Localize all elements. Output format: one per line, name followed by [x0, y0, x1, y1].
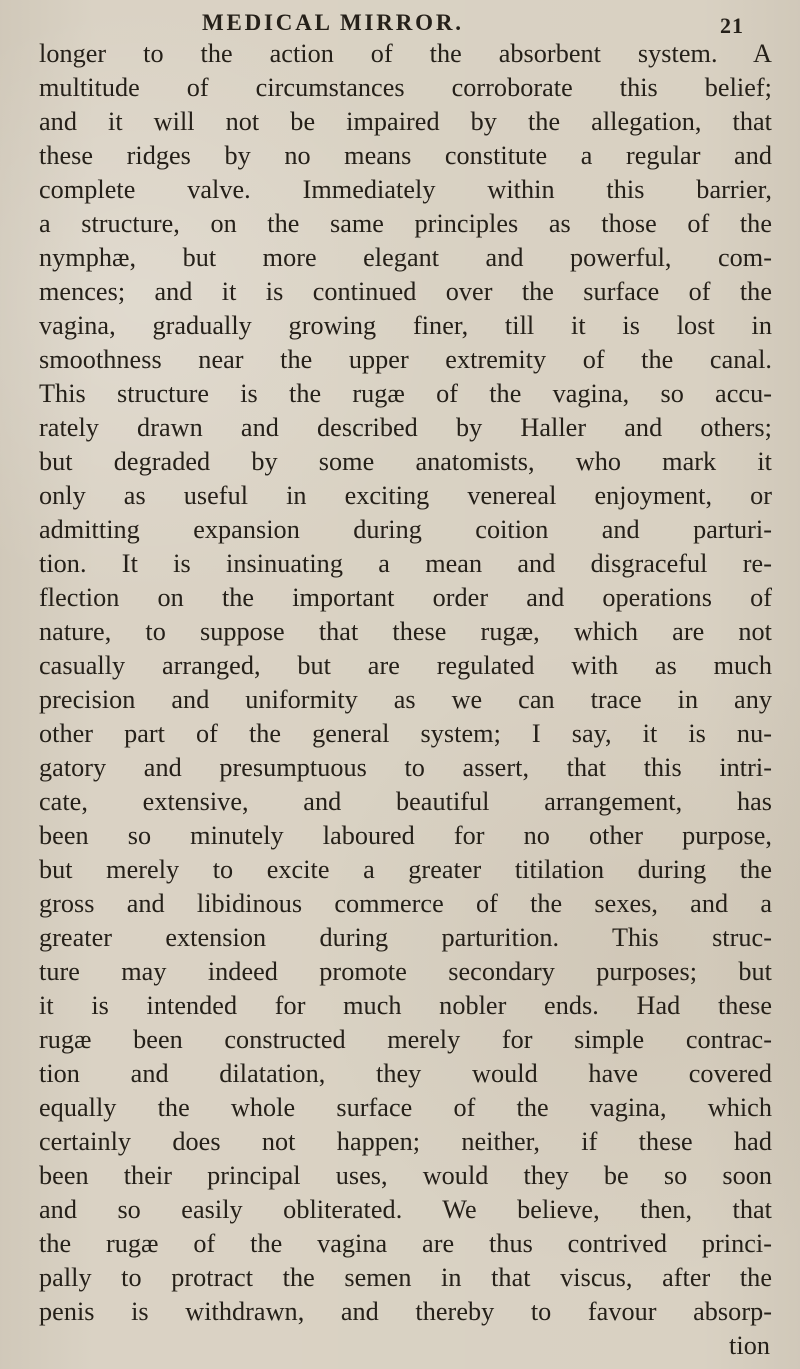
text-line: precision and uniformity as we can trace in any — [39, 685, 772, 714]
text-line: penis is withdrawn, and thereby to favour absorp- — [39, 1297, 772, 1326]
text-line: but degraded by some anatomists, who mark it — [39, 447, 772, 476]
text-line: and so easily obliterated. We believe, then, that — [39, 1195, 772, 1224]
text-line: tion. It is insinuating a mean and disgraceful re- — [39, 549, 772, 578]
text-line: smoothness near the upper extremity of the canal. — [39, 345, 772, 374]
text-line: been their principal uses, would they be so soon — [39, 1161, 772, 1190]
text-line: nature, to suppose that these rugæ, which are not — [39, 617, 772, 646]
text-line: the rugæ of the vagina are thus contrived princi- — [39, 1229, 772, 1258]
page-number: 21 — [720, 13, 744, 38]
text-line: ture may indeed promote secondary purposes; but — [39, 957, 772, 986]
text-line: pally to protract the semen in that viscus, after the — [39, 1263, 772, 1292]
text-line: a structure, on the same principles as those of the — [39, 209, 772, 238]
text-line: gross and libidinous commerce of the sexes, and a — [39, 889, 772, 918]
text-line: been so minutely laboured for no other purpose, — [39, 821, 772, 850]
text-line: gatory and presumptuous to assert, that this intri- — [39, 753, 772, 782]
text-line: rugæ been constructed merely for simple contrac- — [39, 1025, 772, 1054]
body-text — [0, 36, 800, 1360]
text-line: This structure is the rugæ of the vagina, so accu- — [39, 379, 772, 408]
text-line: other part of the general system; I say, it is nu- — [39, 719, 772, 748]
text-line: mences; and it is continued over the surface of the — [39, 277, 772, 306]
text-line: only as useful in exciting venereal enjoyment, or — [39, 481, 772, 510]
catchword: tion — [729, 1331, 770, 1360]
text-line: longer to the action of the absorbent system. A — [39, 39, 772, 68]
text-line: certainly does not happen; neither, if these had — [39, 1127, 772, 1156]
text-line: but merely to excite a greater titilation during the — [39, 855, 772, 884]
text-line: nymphæ, but more elegant and powerful, com- — [39, 243, 772, 272]
text-line: cate, extensive, and beautiful arrangement, has — [39, 787, 772, 816]
running-head: MEDICAL MIRROR. — [202, 10, 464, 35]
text-line: vagina, gradually growing finer, till it is lost in — [39, 311, 772, 340]
text-line: complete valve. Immediately within this barrier, — [39, 175, 772, 204]
text-line: these ridges by no means constitute a regular and — [39, 141, 772, 170]
text-line: equally the whole surface of the vagina, which — [39, 1093, 772, 1122]
text-line: casually arranged, but are regulated with as much — [39, 651, 772, 680]
text-line: multitude of circumstances corroborate this belief; — [39, 73, 772, 102]
text-line: rately drawn and described by Haller and others; — [39, 413, 772, 442]
text-line: admitting expansion during coition and parturi- — [39, 515, 772, 544]
text-line: tion and dilatation, they would have covered — [39, 1059, 772, 1088]
text-line: it is intended for much nobler ends. Had these — [39, 991, 772, 1020]
text-line: and it will not be impaired by the allegation, that — [39, 107, 772, 136]
text-line: flection on the important order and operations of — [39, 583, 772, 612]
text-line: greater extension during parturition. This struc- — [39, 923, 772, 952]
